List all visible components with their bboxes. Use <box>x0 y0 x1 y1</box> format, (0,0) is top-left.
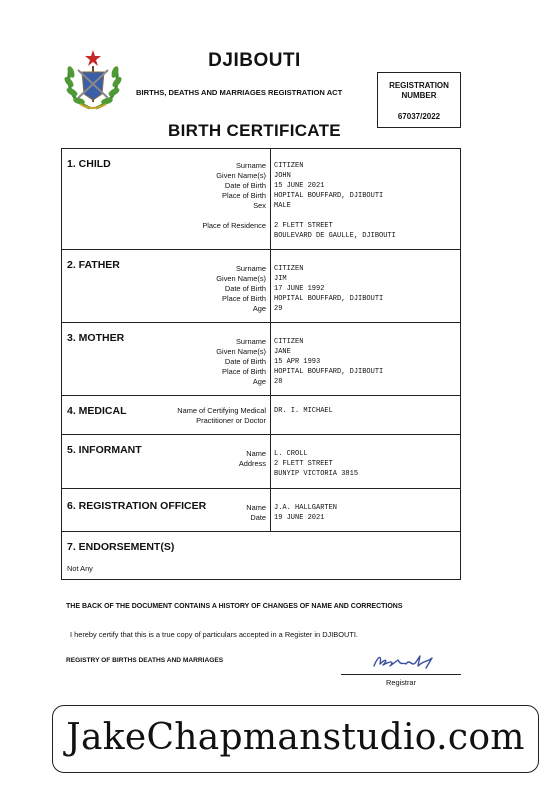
mother-surname: CITIZEN <box>274 338 304 346</box>
child-given-names: JOHN <box>274 172 291 180</box>
mother-age: 28 <box>274 378 283 386</box>
section-mother <box>62 323 460 396</box>
field-label: Given Name(s) <box>216 347 266 356</box>
mother-given-names: JANE <box>274 348 291 356</box>
mother-place-of-birth: HOPITAL BOUFFARD, DJIBOUTI <box>274 368 384 376</box>
field-label: Given Name(s) <box>216 274 266 283</box>
field-label: Date of Birth <box>224 284 266 293</box>
registry-name: REGISTRY OF BIRTHS DEATHS AND MARRIAGES <box>66 657 224 664</box>
field-label: Date of Birth <box>224 357 266 366</box>
section-heading: 2. FATHER <box>67 259 120 271</box>
section-heading: 5. INFORMANT <box>67 444 142 456</box>
signature-line <box>341 674 461 675</box>
registration-label: REGISTRATION NUMBER <box>389 81 449 100</box>
field-label: Name of Certifying Medical <box>177 406 266 415</box>
watermark-banner: JakeChapmanstudio.com <box>52 705 539 773</box>
registrar-label: Registrar <box>386 678 416 687</box>
section-registration-officer <box>62 489 460 532</box>
field-label: Age <box>252 377 266 386</box>
section-father <box>62 250 460 323</box>
field-label: Surname <box>236 161 266 170</box>
document-title: BIRTH CERTIFICATE <box>168 121 341 140</box>
section-heading: 7. ENDORSEMENT(S) <box>67 541 175 553</box>
field-label: Date <box>250 513 266 522</box>
officer-name: J.A. HALLGARTEN <box>274 504 338 512</box>
child-place-of-birth: HOPITAL BOUFFARD, DJIBOUTI <box>274 192 384 200</box>
father-place-of-birth: HOPITAL BOUFFARD, DJIBOUTI <box>274 295 384 303</box>
child-residence-line2: BOULEVARD DE GAULLE, DJIBOUTI <box>274 232 396 240</box>
back-of-document-note: THE BACK OF THE DOCUMENT CONTAINS A HISTORY OF CHANGES OF NAME AND CORRECTIONS <box>66 603 403 610</box>
certificate-table <box>61 148 461 580</box>
child-sex: MALE <box>274 202 291 210</box>
mother-date-of-birth: 15 APR 1993 <box>274 358 321 366</box>
field-label: Name <box>246 503 266 512</box>
field-label: Place of Birth <box>222 191 266 200</box>
section-endorsement <box>62 532 460 580</box>
field-label: Surname <box>236 337 266 346</box>
field-label: Place of Residence <box>202 221 266 230</box>
section-heading: 4. MEDICAL <box>67 405 127 417</box>
field-label: Date of Birth <box>224 181 266 190</box>
registrar-signature <box>368 650 438 672</box>
section-child <box>62 149 460 250</box>
father-given-names: JIM <box>274 275 287 283</box>
child-residence-line1: 2 FLETT STREET <box>274 222 333 230</box>
certification-statement: I hereby certify that this is a true copy of particulars accepted in a Register in DJIBOUTI. <box>70 630 358 639</box>
informant-address-line1: 2 FLETT STREET <box>274 460 333 468</box>
field-label: Place of Birth <box>222 367 266 376</box>
informant-address-line2: BUNYIP VICTORIA 3815 <box>274 470 359 478</box>
section-informant <box>62 435 460 489</box>
registration-number: 67037/2022 <box>397 112 441 121</box>
field-label: Practitioner or Doctor <box>196 416 266 425</box>
section-heading: 1. CHILD <box>67 158 111 170</box>
child-surname: CITIZEN <box>274 162 304 170</box>
section-medical <box>62 396 460 435</box>
registration-act: BIRTHS, DEATHS AND MARRIAGES REGISTRATION ACT <box>136 88 343 97</box>
informant-name: L. CROLL <box>274 450 308 458</box>
medical-practitioner: DR. I. MICHAEL <box>274 407 333 415</box>
registration-number-box <box>377 72 461 128</box>
section-heading: 3. MOTHER <box>67 332 125 344</box>
endorsement-value: Not Any <box>67 564 93 573</box>
father-age: 29 <box>274 305 283 313</box>
country-name: DJIBOUTI <box>208 50 301 71</box>
section-heading: 6. REGISTRATION OFFICER <box>67 500 207 512</box>
child-date-of-birth: 15 JUNE 2021 <box>274 182 325 190</box>
field-label: Sex <box>253 201 266 210</box>
father-surname: CITIZEN <box>274 265 304 273</box>
field-label: Surname <box>236 264 266 273</box>
officer-date: 19 JUNE 2021 <box>274 514 325 522</box>
field-label: Place of Birth <box>222 294 266 303</box>
father-date-of-birth: 17 JUNE 1992 <box>274 285 325 293</box>
field-label: Age <box>252 304 266 313</box>
field-label: Given Name(s) <box>216 171 266 180</box>
field-label: Address <box>238 459 266 468</box>
field-label: Name <box>246 449 266 458</box>
